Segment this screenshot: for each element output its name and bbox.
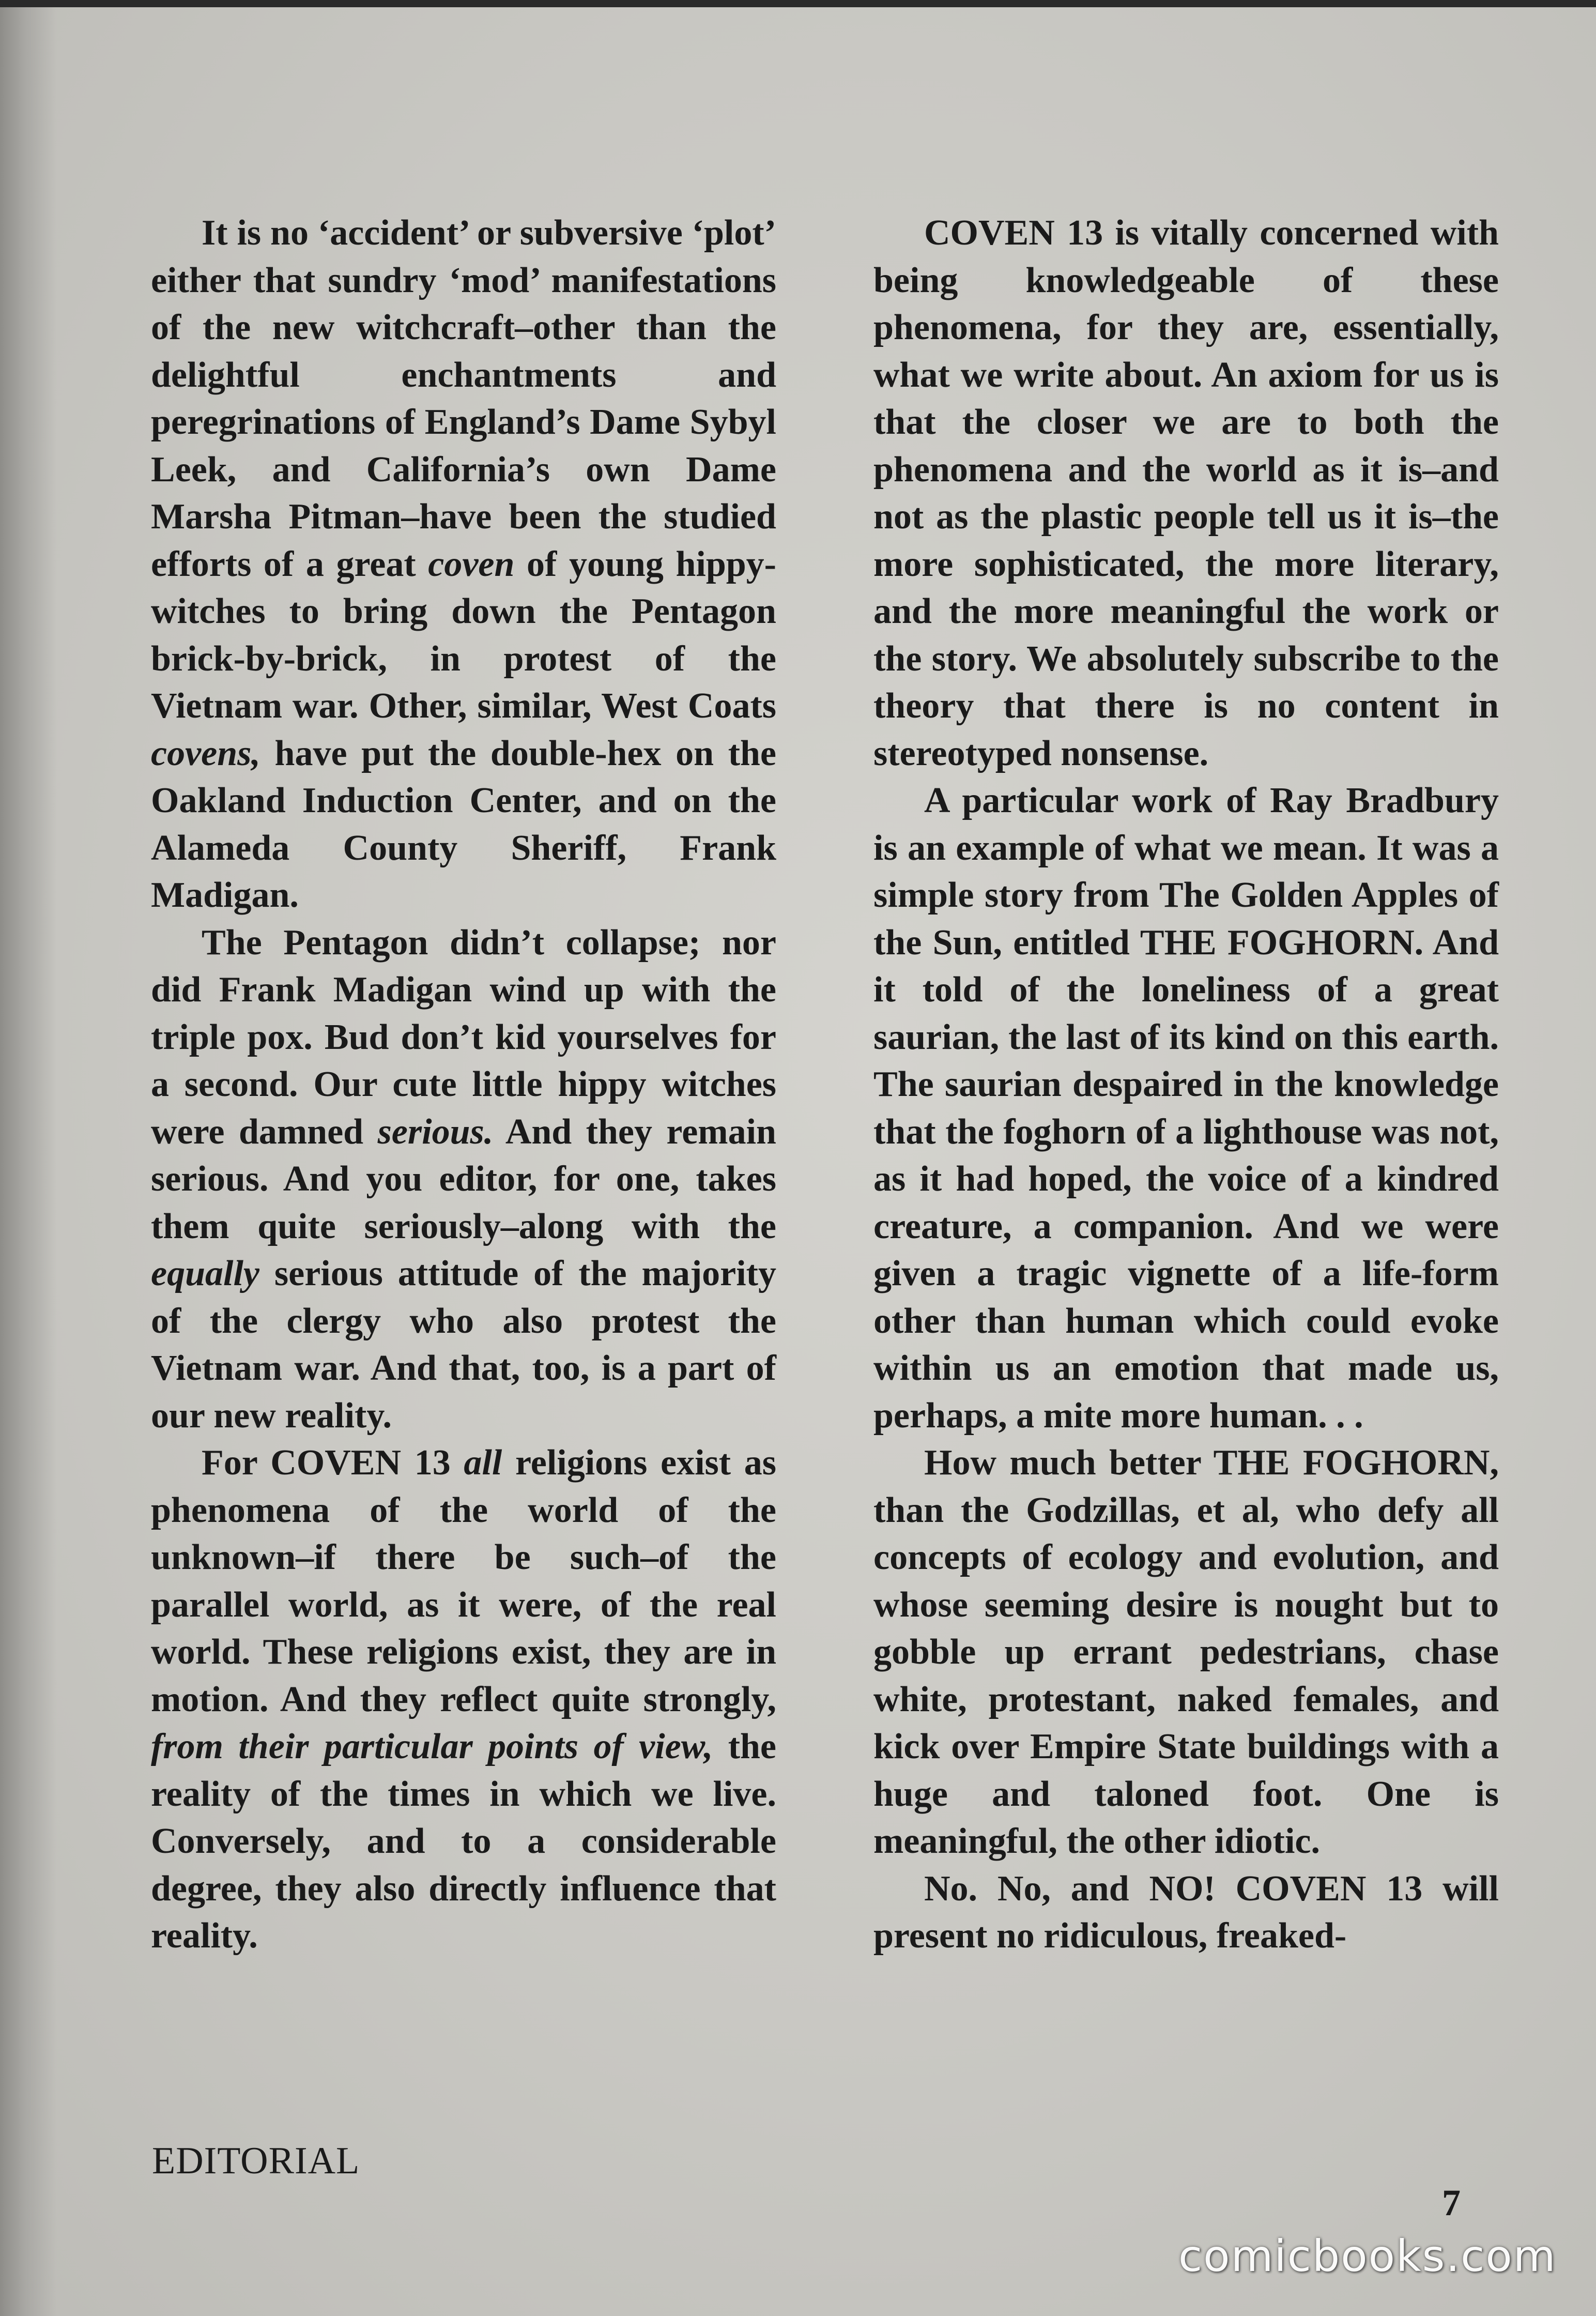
paragraph: COVEN 13 is vitally concerned with being knowledgeable of these phenomena, for they are, essentially, what we write about. An axiom for us is that the closer we are to both the phenomena and the world as it is–and not as the plastic people tell us it is–the more sophisticated, the more literary, and the more meaningful the work or the story. We absolutely subscribe to the theory that there is no content in stereotyped nonsense. (873, 213, 1499, 773)
emphasis: all (464, 1443, 502, 1483)
paragraph: The Pentagon didn’t collapse; nor did Frank Madigan wind up with the triple pox. Bud don’t kid yourselves for a second. Our cute little hippy witches were damned serious. And they remain serious. And you editor, for one, takes them quite seriously–along with the equally serious attitude of the majority of the clergy who also protest the Vietnam war. And that, too, is a part of our new reality. (151, 922, 776, 1436)
emphasis: from their particular points of view, (151, 1727, 713, 1766)
emphasis: equally (151, 1254, 259, 1293)
left-text-column (151, 209, 776, 1960)
page-number: 7 (1442, 2182, 1461, 2223)
emphasis: covens, (151, 733, 260, 773)
paragraph: A particular work of Ray Bradbury is an example of what we mean. It was a simple story from The Golden Apples of the Sun, entitled THE FOGHORN. And it told of the loneliness of a great saurian, the last of its kind on this earth. The saurian despaired in the knowledge that the foghorn of a lighthouse was not, as it had hoped, the voice of a kindred creature, a companion. And we were given a tragic vignette of a life-form other than human which could evoke within us an emotion that made us, perhaps, a mite more human. . . (873, 781, 1499, 1436)
spine-shadow (0, 0, 57, 2316)
paragraph: No. No, and NO! COVEN 13 will present no ridiculous, freaked- (873, 1868, 1499, 1956)
paragraph: For COVEN 13 all religions exist as phenomena of the world of the unknown–if there be such–of the parallel world, as it were, of the real world. These religions exist, they are in motion. And they reflect quite strongly, from their particular points of view, the reality of the times in which we live. Conversely, and to a considerable degree, they also directly influence that reality. (151, 1443, 776, 1956)
emphasis: coven (428, 544, 515, 584)
right-text-column (873, 209, 1499, 1960)
paragraph: It is no ‘accident’ or subversive ‘plot’ either that sundry ‘mod’ manifestations of the new witchcraft–other than the delightful enchantments and peregrinations of England’s Dame Sybyl Leek, and California’s own Dame Marsha Pitman–have been the studied efforts of a great coven of young hippy-witches to bring down the Pentagon brick-by-brick, in protest of the Vietnam war. Other, similar, West Coats covens, have put the double-hex on the Oakland Induction Center, and on the Alameda County Sheriff, Frank Madigan. (151, 213, 776, 915)
page-top-edge (0, 0, 1596, 7)
watermark: comicbooks.com (1178, 2231, 1557, 2281)
section-label: EDITORIAL (152, 2140, 360, 2182)
emphasis: serious. (377, 1111, 494, 1152)
paragraph: How much better THE FOGHORN, than the Godzillas, et al, who defy all concepts of ecology and evolution, and whose seeming desire is nought but to gobble up errant pedestrians, chase white, protestant, naked females, and kick over Empire State buildings with a huge and taloned foot. One is meaningful, the other idiotic. (873, 1443, 1499, 1861)
